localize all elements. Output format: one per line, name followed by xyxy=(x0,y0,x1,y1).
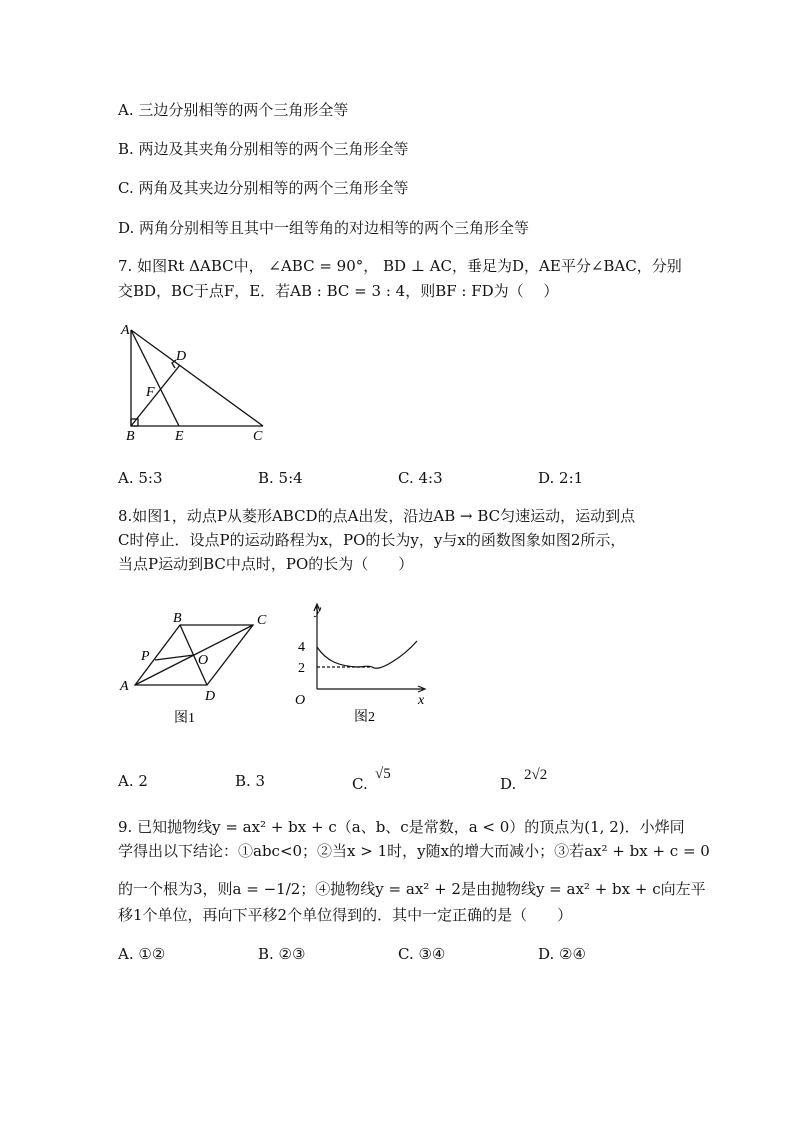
q8-fig2-caption: 图2 xyxy=(354,710,375,725)
q8-fig2-label: 2 xyxy=(298,661,305,676)
q8-stem-line-2: C时停止．设点P的运动路程为x，PO的长为y，y与x的函数图象如图2所示， xyxy=(118,531,626,549)
q9-stem-line-2: 学得出以下结论：①abc<0；②当x > 1时，y随x的增大而减小；③若ax² + bx + c = 0 xyxy=(118,842,710,860)
q8-fig2-label: x xyxy=(418,693,425,708)
q8-fig2-label: O xyxy=(295,693,306,708)
q6-option-c: C. 两角及其夹边分别相等的两个三角形全等 xyxy=(118,179,409,197)
q8-fig1-label: P xyxy=(141,649,150,664)
q7-label: B xyxy=(126,429,135,444)
q7-option-c: C. 4:3 xyxy=(398,469,443,487)
q7-option-b: B. 5:4 xyxy=(258,469,303,487)
q8-fig1-label: B xyxy=(173,611,182,626)
q9-stem-line-3: 的一个根为3，则a = −1/2；④抛物线y = ax² + 2是由抛物线y = ax² + bx + c向左平 xyxy=(118,880,706,898)
q8-fig1-label: D xyxy=(205,689,216,704)
q9-stem-line-1: 9. 已知抛物线y = ax² + bx + c（a、b、c是常数，a < 0）的顶点为(1, 2)．小烨同 xyxy=(118,818,685,836)
q6-option-b: B. 两边及其夹角分别相等的两个三角形全等 xyxy=(118,140,409,158)
q7-option-a: A. 5:3 xyxy=(118,469,163,487)
q7-stem-line-1: 7. 如图Rt ΔABC中， ∠ABC = 90°， BD ⊥ AC，垂足为D，AE平分∠BAC，分别 xyxy=(118,257,682,275)
q8-option-d: D. xyxy=(500,775,517,793)
q6-option-d: D. 两角分别相等且其中一组等角的对边相等的两个三角形全等 xyxy=(118,219,530,237)
q7-triangle-figure xyxy=(112,318,282,446)
q8-fig1-label: O xyxy=(198,653,209,668)
q7-label: C xyxy=(253,429,263,444)
q9-option-c: C. ③④ xyxy=(398,945,446,963)
q8-rhombus-figure xyxy=(112,602,282,730)
q8-fig1-caption: 图1 xyxy=(174,711,195,726)
q7-label: A xyxy=(121,323,130,338)
q8-option-c: C. xyxy=(352,775,368,793)
q7-option-d: D. 2:1 xyxy=(538,469,584,487)
q8-option-b: B. 3 xyxy=(235,772,266,790)
q8-stem-line-1: 8.如图1，动点P从菱形ABCD的点A出发，沿边AB → BC匀速运动，运动到点 xyxy=(118,507,636,525)
q6-option-a: A. 三边分别相等的两个三角形全等 xyxy=(118,101,349,119)
q8-stem-line-3: 当点P运动到BC中点时，PO的长为（ ） xyxy=(118,555,414,573)
q8-option-d-value: 2√2 xyxy=(524,767,548,783)
q8-option-a: A. 2 xyxy=(118,772,148,790)
q8-fig2-label: y xyxy=(315,603,322,618)
q9-option-d: D. ②④ xyxy=(538,945,586,963)
q8-graph-figure xyxy=(292,600,432,730)
q7-label: D xyxy=(176,349,187,364)
q9-option-a: A. ①② xyxy=(118,945,166,963)
q8-fig2-label: 4 xyxy=(298,640,305,655)
q8-fig1-label: C xyxy=(257,613,267,628)
q9-stem-line-4: 移1个单位，再向下平移2个单位得到的．其中一定正确的是（ ） xyxy=(118,906,573,924)
q8-option-c-value: √5 xyxy=(375,766,391,782)
q8-fig1-label: A xyxy=(120,679,129,694)
q7-label: E xyxy=(175,429,184,444)
q9-option-b: B. ②③ xyxy=(258,945,306,963)
q7-label: F xyxy=(146,385,155,400)
q7-stem-line-2: 交BD，BC于点F，E．若AB : BC = 3 : 4，则BF : FD为（ ） xyxy=(118,282,559,300)
